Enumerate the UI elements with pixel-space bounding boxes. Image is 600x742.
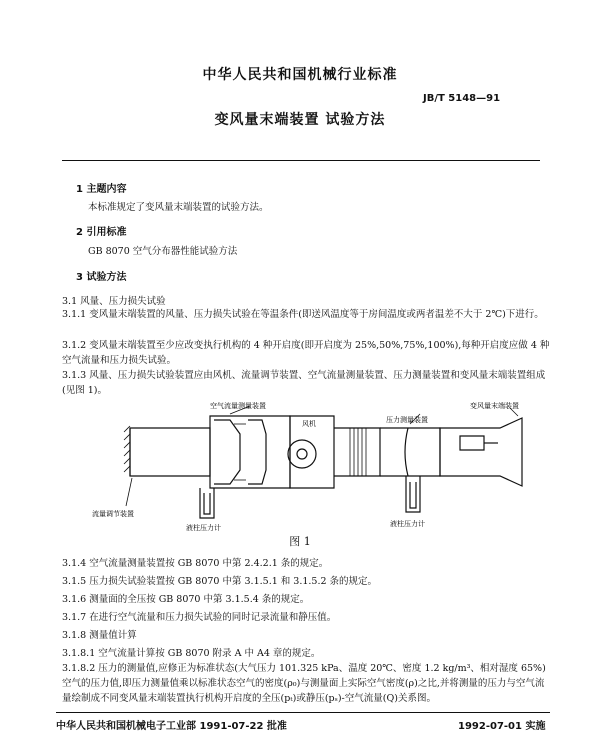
figure-caption: 图 1: [289, 535, 311, 548]
clause-3-1-1: 3.1.1 变风量末端装置的风量、压力损失试验在等温条件(即送风温度等于房间温度或两者温差不大于 2℃)下进行。: [62, 309, 544, 320]
flow-measure-chamber: [210, 416, 290, 488]
manometer-right: [406, 476, 420, 512]
section-1-heading: 1 主题内容: [76, 184, 127, 195]
standard-code: JB/T 5148—91: [423, 93, 501, 104]
section-2-heading: 2 引用标准: [76, 227, 127, 238]
section-3-heading: 3 试验方法: [76, 272, 127, 283]
pressure-measure-duct: [380, 428, 440, 476]
label-flow-adjust: 流量调节装置: [92, 510, 134, 518]
clause-3-1-8: 3.1.8 测量值计算: [62, 630, 137, 641]
flow-nozzle: [214, 420, 240, 484]
clause-3-1: 3.1 风量、压力损失试验: [62, 296, 166, 307]
clause-3-1-2: 3.1.2 变风量末端装置至少应改变执行机构的 4 种开启度(即开启度为 25%,50%,75%,100%),每种开启度应做 4 种空气流量和压力损失试验。: [62, 340, 550, 366]
flexible-connector: [350, 428, 366, 476]
footer-divider: [56, 712, 550, 713]
inlet-duct: [130, 428, 210, 476]
label-fan: 风机: [302, 420, 316, 428]
clause-3-1-8-1: 3.1.8.1 空气流量计算按 GB 8070 附录 A 中 A4 章的规定。: [62, 648, 321, 659]
label-terminal: 变风量末端装置: [470, 402, 519, 410]
label-pressure-measure: 压力测量装置: [386, 416, 428, 424]
header-divider: [62, 160, 540, 161]
clause-3-1-6: 3.1.6 测量面的全压按 GB 8070 中第 3.1.5.4 条的规定。: [62, 594, 310, 605]
issuing-organization: 中华人民共和国机械行业标准: [202, 67, 398, 83]
section-1-body: 本标准规定了变风量末端装置的试验方法。: [88, 202, 269, 213]
label-manometer-2: 液柱压力计: [390, 520, 425, 528]
label-manometer-1: 液柱压力计: [186, 524, 221, 532]
flow-adjust-hatch: [124, 426, 130, 472]
clause-3-1-5: 3.1.5 压力损失试验装置按 GB 8070 中第 3.1.5.1 和 3.1.5.2 条的规定。: [62, 576, 378, 587]
clause-3-1-8-2: 3.1.8.2 压力的测量值,应修正为标准状态(大气压力 101.325 kPa、温度 20℃、密度 1.2 kg/m³、相对湿度 65%)空气的压力值,即压力测量值乘以标准状态空气的密度(ρ₀)与测量面上实际空气密度(ρ)之比,并将测量的压力与空气流量绘制成不同变风量末端装置执行机构开启度的全压(pₜ)或静压(pₛ)-空气流量(Q)关系图。: [62, 663, 546, 704]
document-title: 变风量末端装置 试验方法: [214, 112, 386, 128]
section-2-body: GB 8070 空气分布器性能试验方法: [88, 246, 238, 257]
clause-3-1-4: 3.1.4 空气流量测量装置按 GB 8070 中第 2.4.2.1 条的规定。: [62, 558, 329, 569]
label-flow-measure: 空气流量测量装置: [210, 402, 266, 410]
fan: [288, 440, 316, 468]
approval-line: 中华人民共和国机械电子工业部 1991-07-22 批准: [56, 721, 287, 732]
implementation-date: 1992-07-01 实施: [458, 721, 546, 732]
pressure-tap: [405, 428, 408, 476]
clause-3-1-7: 3.1.7 在进行空气流量和压力损失试验的同时记录流量和静压值。: [62, 612, 337, 623]
clause-3-1-3: 3.1.3 风量、压力损失试验装置应由风机、流量调节装置、空气流量测量装置、压力测量装置和变风量末端装置组成(见图 1)。: [62, 370, 546, 396]
test-apparatus-diagram: [90, 398, 540, 533]
terminal-unit: [440, 418, 522, 486]
